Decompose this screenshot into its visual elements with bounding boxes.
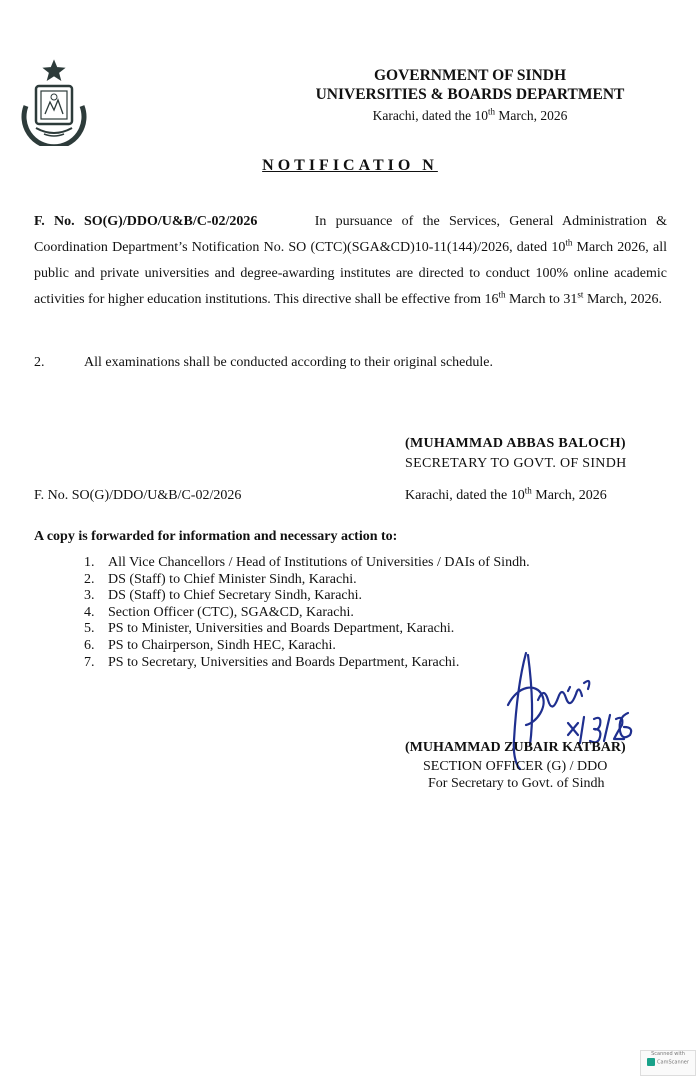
section-officer-title: SECTION OFFICER (G) / DDO	[423, 759, 608, 774]
footer-reference-number: F. No. SO(G)/DDO/U&B/C-02/2026	[34, 488, 242, 503]
secretary-name: (MUHAMMAD ABBAS BALOCH)	[405, 436, 626, 451]
camscanner-badge: Scanned with CamScanner	[640, 1050, 696, 1076]
list-item: 5. PS to Minister, Universities and Boards Department, Karachi.	[84, 621, 455, 637]
list-item: 3. DS (Staff) to Chief Secretary Sindh, Karachi.	[84, 588, 363, 604]
paragraph-2-number: 2.	[34, 355, 45, 370]
paragraph-2-text: All examinations shall be conducted according to their original schedule.	[84, 355, 493, 370]
camscanner-logo-icon	[647, 1058, 655, 1066]
secretary-title: SECRETARY TO GOVT. OF SINDH	[405, 456, 627, 471]
section-officer-for-line: For Secretary to Govt. of Sindh	[428, 776, 605, 791]
list-item: 7. PS to Secretary, Universities and Boards Department, Karachi.	[84, 654, 460, 670]
notification-title: NOTIFICATIO N	[262, 157, 438, 174]
list-item: 1. All Vice Chancellors / Head of Institutions of Universities / DAIs of Sindh.	[84, 555, 530, 570]
notification-paragraph-1: F. No. SO(G)/DDO/U&B/C-02/2026 In pursuance of the Services, General Administration & Coordination Department’s Notification No. SO (CTC)(SGA&CD)10-11(144)/2026, dated 10th March 2026, all public and private universities and degree-awarding institutes are directed to conduct 100% online academic activities for higher education institutions. This directive shall be effective from 16th March to 31st March, 2026.	[34, 214, 668, 307]
list-item: 4. Section Officer (CTC), SGA&CD, Karachi.	[84, 604, 354, 620]
header-date: Karachi, dated the 10th March, 2026	[372, 106, 568, 123]
list-item: 6. PS to Chairperson, Sindh HEC, Karachi.	[84, 637, 336, 653]
reference-number: F. No. SO(G)/DDO/U&B/C-02/2026	[34, 214, 258, 229]
sindh-government-emblem-icon	[14, 56, 94, 146]
header-government: GOVERNMENT OF SINDH	[373, 67, 567, 84]
section-officer-name: (MUHAMMAD ZUBAIR KATBAR)	[405, 740, 626, 755]
list-item: 2. DS (Staff) to Chief Minister Sindh, Karachi.	[84, 571, 357, 587]
copy-forwarded-heading: A copy is forwarded for information and necessary action to:	[34, 529, 398, 544]
copy-recipients-list	[84, 555, 530, 671]
footer-date: Karachi, dated the 10th March, 2026	[405, 485, 607, 503]
header-department: UNIVERSITIES & BOARDS DEPARTMENT	[315, 86, 625, 103]
